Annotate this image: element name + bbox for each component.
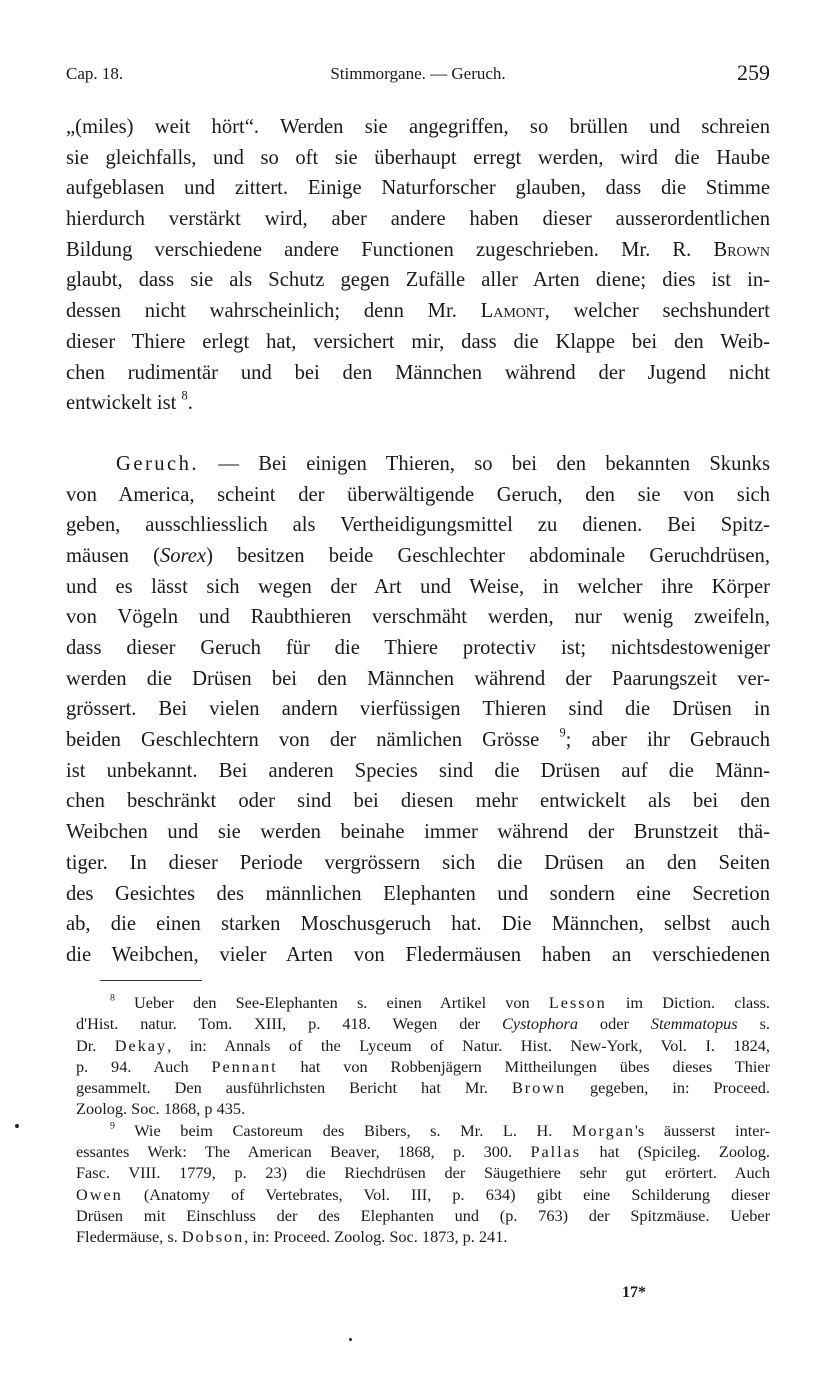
- text-line: des Gesichtes des männlichen Elephanten und sondern eine Secretion: [66, 882, 770, 905]
- text-line: [76, 1077, 770, 1098]
- text-line: [66, 388, 770, 419]
- text-line: die Weibchen, vieler Arten von Fledermäusen haben an verschiedenen: [66, 943, 770, 966]
- text-line: tiger. In dieser Periode vergrössern sich die Drüsen an den Seiten: [66, 851, 770, 874]
- text-run: d'Hist. natur. Tom. XIII, p. 418. Wegen der: [76, 1014, 502, 1034]
- text-line: sie gleichfalls, und so oft sie überhaupt erregt werden, wird die Haube: [66, 146, 770, 169]
- text-line: werden die Drüsen bei den Männchen während der Paarungszeit ver-: [66, 667, 770, 690]
- text-line: dass dieser Geruch für die Thiere protectiv ist; nichtsdestoweniger: [66, 637, 770, 659]
- text-run: , in: Annals of the Lyceum of Natur. Hist. New-York, Vol. I. 1824,: [167, 1035, 771, 1055]
- page-number: 259: [737, 60, 770, 85]
- author-name: Lesson: [548, 993, 607, 1012]
- text-run: (Anatomy of Vertebrates, Vol. III, p. 634) gibt eine Schilderung dieser: [122, 1184, 770, 1204]
- author-name: Brown: [713, 238, 770, 261]
- text-run: s.: [737, 1014, 770, 1034]
- text-run: gegeben, in: Proceed.: [566, 1078, 771, 1098]
- text-run: essantes Werk: The American Beaver, 1868, p. 300.: [76, 1142, 531, 1162]
- scan-speck: [15, 1124, 19, 1128]
- text-line: ab, die einen starken Moschusgeruch hat. Die Männchen, selbst auch: [66, 913, 770, 936]
- text-line: geben, ausschliesslich als Vertheidigungsmittel zu dienen. Bei Spitz-: [66, 514, 770, 537]
- chapter-label: Cap. 18.: [66, 64, 124, 83]
- text-run: hat (Spicileg. Zoolog.: [581, 1142, 771, 1162]
- author-name: Morgan: [572, 1120, 635, 1140]
- text-line: [66, 541, 770, 572]
- genus-name: Sorex: [159, 544, 207, 567]
- text-run: entwickelt ist: [66, 392, 177, 415]
- text-run: p. 94. Auch: [76, 1056, 212, 1076]
- text-run: — Bei einigen Thieren, so bei den bekannten Skunks: [199, 452, 770, 475]
- running-title: Stimmorgane. — Geruch.: [330, 64, 506, 83]
- text-run: beiden Geschlechtern von der nämlichen Grösse: [66, 729, 540, 752]
- author-name: Pallas: [530, 1142, 582, 1162]
- text-line: von America, scheint der überwältigende Geruch, den sie von sich: [66, 483, 770, 506]
- footnote-8: [76, 992, 770, 1120]
- text-run: gesammelt. Den ausführlichsten Bericht hat Mr.: [76, 1078, 512, 1098]
- text-run: hat von Robbenjägern Mittheilungen übes dieses Thier: [277, 1056, 771, 1076]
- text-run: Wie beim Castoreum des Bibers, s. Mr. L. H.: [114, 1120, 572, 1140]
- author-name: Owen: [76, 1184, 123, 1204]
- section-heading: Geruch.: [116, 452, 200, 475]
- text-run: ; aber ihr Gebrauch: [565, 729, 770, 752]
- genus-name: Cystophora: [501, 1014, 578, 1034]
- footnote-ref: 8: [181, 388, 188, 403]
- genus-name: Stemmatopus: [650, 1014, 738, 1034]
- text-line: dieser Thiere erlegt hat, versichert mir, dass die Klappe bei den Weib-: [66, 330, 770, 353]
- text-line: Weibchen und sie werden beinahe immer während der Brunstzeit thä-: [66, 821, 770, 844]
- author-name: Brown: [511, 1078, 567, 1098]
- footnote-mark: 8: [110, 992, 115, 1004]
- footnote-9: [76, 1120, 770, 1248]
- author-name: Pennant: [211, 1056, 278, 1076]
- footnote-ref: 9: [559, 725, 566, 740]
- text-line: Drüsen mit Einschluss der des Elephanten und (p. 763) der Spitzmäuse. Ueber: [76, 1205, 770, 1225]
- text-line: [66, 449, 770, 480]
- text-run: dessen nicht wahrscheinlich; denn Mr.: [66, 300, 457, 323]
- footnote-mark: 9: [110, 1120, 115, 1132]
- text-line: hierdurch verstärkt wird, aber andere haben dieser ausserordentlichen: [66, 208, 770, 231]
- text-run: .: [187, 392, 193, 415]
- text-line: glaubt, dass sie als Schutz gegen Zufälle aller Arten diene; dies ist in-: [66, 269, 770, 292]
- text-run: Bildung verschiedene andere Functionen zugeschrieben. Mr. R.: [66, 238, 692, 261]
- text-line: [76, 992, 770, 1013]
- text-line: [76, 1056, 770, 1077]
- text-line: „(miles) weit hört“. Werden sie angegriffen, so brüllen und schreien: [66, 116, 770, 138]
- text-line: [76, 1013, 770, 1034]
- text-line: [76, 1035, 770, 1056]
- text-line: [66, 725, 770, 756]
- text-run: Fledermäuse, s.: [76, 1227, 182, 1247]
- running-header: [66, 62, 770, 88]
- text-run: im Diction. class.: [606, 993, 771, 1012]
- text-line: [76, 1141, 770, 1162]
- text-line: [76, 1226, 770, 1247]
- author-name: Dobson: [181, 1227, 245, 1247]
- main-text: [66, 112, 770, 971]
- scan-speck: [349, 1338, 352, 1341]
- text-line: chen beschränkt oder sind bei diesen mehr entwickelt als bei den: [66, 790, 770, 813]
- text-run: oder: [577, 1014, 651, 1034]
- text-line: Zoolog. Soc. 1868, p 435.: [76, 1099, 246, 1119]
- text-line: grössert. Bei vielen andern vierfüssigen Thieren sind die Drüsen in: [66, 698, 770, 721]
- text-run: , welcher sechshundert: [544, 300, 770, 323]
- text-line: [76, 1120, 770, 1141]
- text-run: 's äusserst inter-: [635, 1120, 770, 1140]
- text-run: ) besitzen beide Geschlechter abdominale Geruchdrüsen,: [206, 544, 770, 567]
- footnotes: [76, 992, 770, 1248]
- text-line: [66, 296, 770, 327]
- text-line: und es lässt sich wegen der Art und Weise, in welcher ihre Körper: [66, 575, 770, 598]
- text-line: ist unbekannt. Bei anderen Species sind die Drüsen auf die Männ-: [66, 759, 770, 782]
- text-run: , in: Proceed. Zoolog. Soc. 1873, p. 241.: [244, 1227, 508, 1247]
- text-line: von Vögeln und Raubthieren verschmäht werden, nur wenig zweifeln,: [66, 606, 770, 629]
- text-run: Ueber den See-Elephanten s. einen Artikel von: [114, 993, 549, 1012]
- text-run: Dr.: [76, 1035, 115, 1055]
- author-name: Lamont: [480, 300, 545, 323]
- text-line: [66, 235, 770, 266]
- text-line: chen rudimentär und bei den Männchen während der Jugend nicht: [66, 361, 770, 384]
- footnote-rule: [100, 980, 202, 981]
- paragraph-smell: [66, 449, 770, 971]
- text-line: Fasc. VIII. 1779, p. 23) die Riechdrüsen der Säugethiere sehr gut erörtert. Auch: [76, 1163, 770, 1183]
- text-run: mäusen (: [66, 544, 160, 567]
- author-name: Dekay: [114, 1035, 168, 1055]
- text-line: aufgeblasen und zittert. Einige Naturforscher glauben, dass die Stimme: [66, 177, 770, 200]
- text-line: [76, 1184, 770, 1205]
- paragraph-voice: [66, 112, 770, 419]
- printer-signature: 17*: [622, 1284, 646, 1301]
